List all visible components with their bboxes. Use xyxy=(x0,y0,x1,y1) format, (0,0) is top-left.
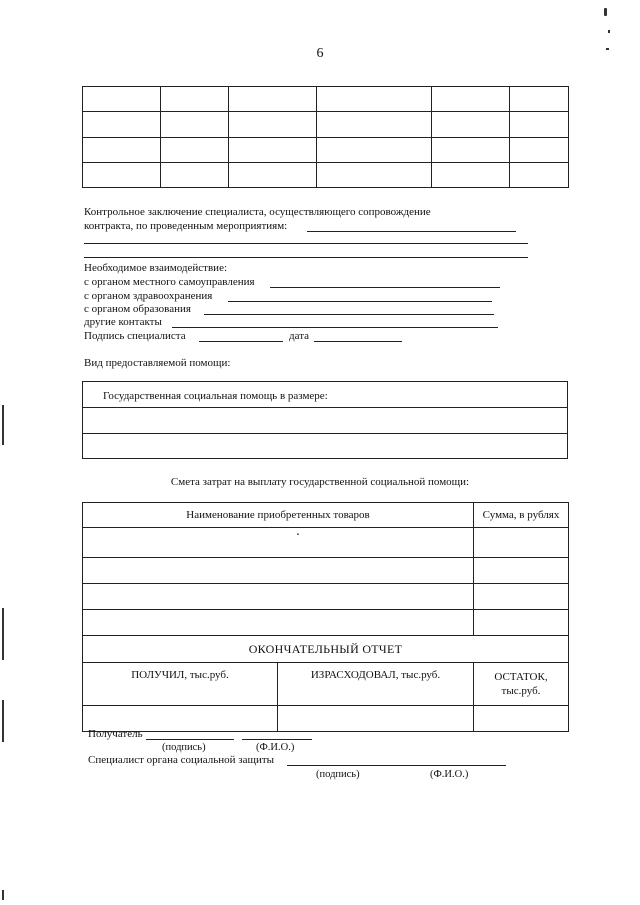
interaction-item: другие контакты xyxy=(84,316,162,328)
goods-cell[interactable] xyxy=(83,584,474,610)
table-row xyxy=(83,558,569,584)
recipient-label: Получатель xyxy=(88,728,143,740)
spent-header: ИЗРАСХОДОВАЛ, тыс.руб. xyxy=(278,663,474,706)
table-row xyxy=(83,636,569,663)
interaction-fill-line[interactable] xyxy=(172,327,498,328)
sum-cell[interactable] xyxy=(474,558,569,584)
conclusion-fill-line[interactable] xyxy=(84,257,528,258)
scan-mark xyxy=(2,890,4,900)
assistance-box xyxy=(82,381,568,459)
conclusion-line-1: Контрольное заключение специалиста, осуществляющего сопровождение xyxy=(84,206,431,218)
assistance-row-divider xyxy=(83,407,567,408)
signature-caption: (подпись) xyxy=(316,769,360,780)
table-row xyxy=(83,663,569,706)
name-caption: (Ф.И.О.) xyxy=(256,742,295,753)
scan-mark xyxy=(604,8,607,16)
interaction-item: с органом образования xyxy=(84,303,191,315)
recipient-signature-line[interactable] xyxy=(146,739,234,740)
table-row xyxy=(83,112,569,137)
specialist-sign-line[interactable] xyxy=(287,765,506,766)
sum-cell[interactable] xyxy=(474,584,569,610)
interaction-title: Необходимое взаимодействие: xyxy=(84,262,228,274)
estimate-title: Смета затрат на выплату государственной социальной помощи: xyxy=(170,476,470,488)
conclusion-fill-line[interactable] xyxy=(307,231,516,232)
sum-cell[interactable] xyxy=(474,610,569,636)
sum-column-header: Сумма, в рублях xyxy=(474,503,569,528)
table-row xyxy=(83,610,569,636)
table-row xyxy=(83,528,569,558)
date-fill-line[interactable] xyxy=(314,341,402,342)
specialist-signature-label: Подпись специалиста xyxy=(84,330,186,342)
table-row xyxy=(83,706,569,732)
table-row xyxy=(83,584,569,610)
final-report-header: ОКОНЧАТЕЛЬНЫЙ ОТЧЕТ xyxy=(83,636,569,663)
goods-cell[interactable] xyxy=(83,558,474,584)
table-row xyxy=(83,87,569,112)
interaction-fill-line[interactable] xyxy=(204,314,494,315)
assistance-title: Вид предоставляемой помощи: xyxy=(84,357,231,369)
goods-cell[interactable] xyxy=(83,528,474,558)
top-grid-table xyxy=(82,86,569,188)
conclusion-line-2: контракта, по проведенным мероприятиям: xyxy=(84,220,288,232)
scan-mark xyxy=(2,608,4,660)
specialist-label: Специалист органа социальной защиты xyxy=(88,754,275,766)
spent-cell[interactable] xyxy=(278,706,474,732)
balance-header-line: тыс.руб. xyxy=(501,685,541,697)
recipient-name-line[interactable] xyxy=(242,739,312,740)
balance-header-line: ОСТАТОК, xyxy=(494,671,548,683)
goods-column-header: Наименование приобретенных товаров xyxy=(83,503,474,528)
date-label: дата xyxy=(289,330,310,342)
received-header: ПОЛУЧИЛ, тыс.руб. xyxy=(83,663,278,706)
interaction-item: с органом здравоохранения xyxy=(84,290,213,302)
table-row xyxy=(83,137,569,162)
scan-mark xyxy=(608,30,610,33)
signature-caption: (подпись) xyxy=(162,742,206,753)
conclusion-fill-line[interactable] xyxy=(84,243,528,244)
goods-cell[interactable] xyxy=(83,610,474,636)
scan-mark xyxy=(2,700,4,742)
balance-cell[interactable] xyxy=(474,706,569,732)
interaction-fill-line[interactable] xyxy=(228,301,492,302)
balance-header xyxy=(474,663,569,706)
name-caption: (Ф.И.О.) xyxy=(430,769,469,780)
scan-mark xyxy=(2,405,4,445)
specialist-signature-line[interactable] xyxy=(199,341,283,342)
page-number: 6 xyxy=(316,46,324,61)
scan-mark xyxy=(606,48,609,50)
assistance-box-label: Государственная социальная помощь в размере: xyxy=(103,390,328,402)
interaction-fill-line[interactable] xyxy=(270,287,500,288)
estimate-table xyxy=(82,502,569,732)
table-row xyxy=(83,503,569,528)
interaction-item: с органом местного самоуправления xyxy=(84,276,255,288)
table-row xyxy=(83,162,569,187)
sum-cell[interactable] xyxy=(474,528,569,558)
dot-mark: · xyxy=(295,528,301,543)
assistance-row-divider xyxy=(83,433,567,434)
